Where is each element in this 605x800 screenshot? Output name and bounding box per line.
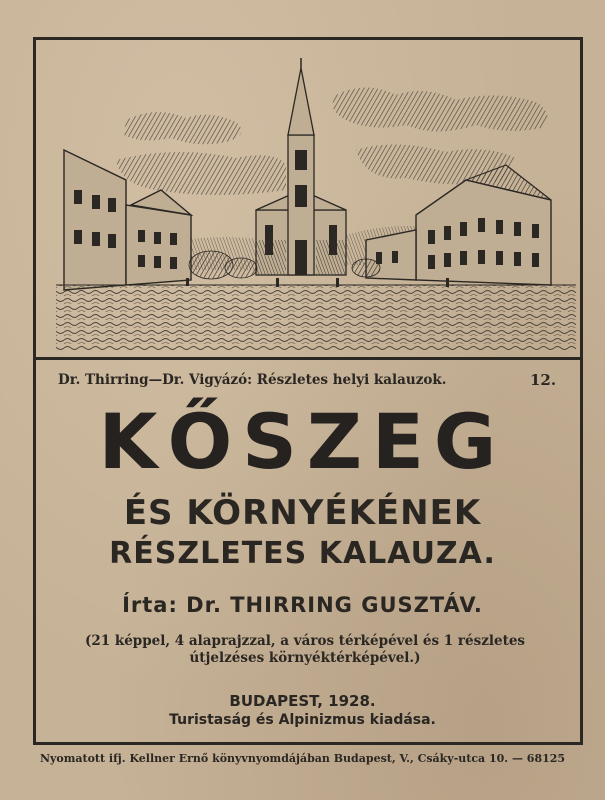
description — [60, 633, 550, 667]
printer-line: Nyomatott ifj. Kellner Ernő könyvnyomdájában Budapest, V., Csáky-utca 10. — 68125 — [39, 752, 566, 765]
book-title: KŐSZEG — [98, 397, 507, 486]
city-year: BUDAPEST, 1928. — [229, 692, 376, 710]
subtitle-line-2: RÉSZLETES KALAUZA. — [109, 536, 496, 571]
description-line-1: (21 képpel, 4 alaprajzzal, a város térképével és 1 részletes — [84, 633, 526, 649]
series-line: Dr. Thirring—Dr. Vigyázó: Részletes helyi kalauzok. — [58, 372, 447, 388]
town-square-engraving-icon — [36, 40, 580, 358]
publisher: Turistaság és Alpinizmus kiadása. — [169, 712, 436, 728]
series-number: 12. — [530, 371, 557, 389]
author-line: Írta: Dr. THIRRING GUSZTÁV. — [122, 593, 483, 617]
subtitle-line-1: ÉS KÖRNYÉKÉNEK — [123, 493, 482, 533]
cover-divider — [33, 357, 583, 360]
description-line-2: útjelzéses környéktérképével.) — [189, 650, 421, 666]
